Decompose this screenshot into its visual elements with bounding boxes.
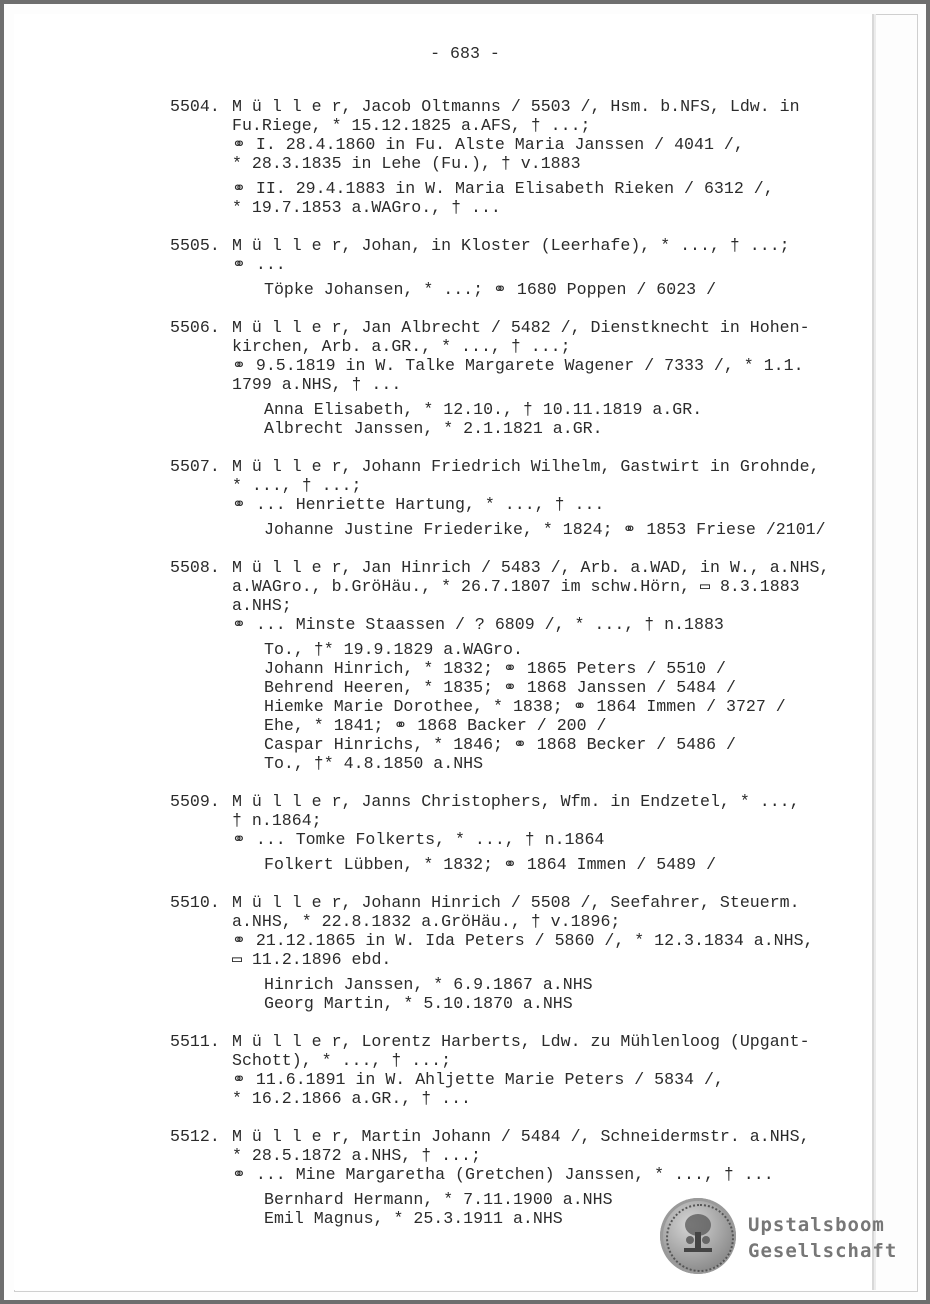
entry-line: M ü l l e r, Johann Hinrich / 5508 /, Seefahrer, Steuerm. — [232, 893, 800, 912]
genealogy-entries — [0, 97, 930, 1247]
entry-number: 5507. — [170, 457, 220, 476]
entry-line: * 28.5.1872 a.NHS, † ...; — [232, 1146, 481, 1165]
child-line: Georg Martin, * 5.10.1870 a.NHS — [264, 994, 573, 1013]
entry — [0, 457, 930, 539]
entry-children — [232, 280, 930, 299]
entry — [0, 792, 930, 874]
entry-line: M ü l l e r, Martin Johann / 5484 /, Schneidermstr. a.NHS, — [232, 1127, 810, 1146]
entry-children — [232, 400, 930, 438]
entry-line: M ü l l e r, Lorentz Harberts, Ldw. zu Mühlenloog (Upgant- — [232, 1032, 810, 1051]
child-line: Behrend Heeren, * 1835; ⚭ 1868 Janssen / 5484 / — [264, 678, 736, 697]
entry-line: Fu.Riege, * 15.12.1825 a.AFS, † ...; — [232, 116, 591, 135]
child-line: Anna Elisabeth, * 12.10., † 10.11.1819 a.GR. — [264, 400, 703, 419]
entry-line: M ü l l e r, Johan, in Kloster (Leerhafe), * ..., † ...; — [232, 236, 790, 255]
entry — [0, 236, 930, 299]
entry-line: ⚭ I. 28.4.1860 in Fu. Alste Maria Janssen / 4041 /, — [232, 135, 744, 154]
entry-line: ▭ 11.2.1896 ebd. — [232, 950, 392, 969]
upstalsboom-logo — [660, 1198, 910, 1278]
entry-number: 5510. — [170, 893, 220, 912]
entry-number: 5511. — [170, 1032, 220, 1051]
child-line: To., †* 4.8.1850 a.NHS — [264, 754, 484, 773]
entry-text — [232, 97, 930, 217]
entry-children — [232, 975, 930, 1013]
page-number: - 683 - — [430, 44, 500, 63]
child-line: Johann Hinrich, * 1832; ⚭ 1865 Peters / 5510 / — [264, 659, 727, 678]
entry-line: * 16.2.1866 a.GR., † ... — [232, 1089, 471, 1108]
entry-line: ⚭ ... Minste Staassen / ? 6809 /, * ..., † n.1883 — [232, 615, 724, 634]
entry-line: M ü l l e r, Jan Hinrich / 5483 /, Arb. a.WAD, in W., a.NHS, — [232, 558, 830, 577]
entry-line: ⚭ ... Henriette Hartung, * ..., † ... — [232, 495, 605, 514]
child-line: Ehe, * 1841; ⚭ 1868 Backer / 200 / — [264, 716, 607, 735]
entry-line: 1799 a.NHS, † ... — [232, 375, 402, 394]
entry-line: † n.1864; — [232, 811, 322, 830]
entry-line: a.WAGro., b.GröHäu., * 26.7.1807 im schw.Hörn, ▭ 8.3.1883 — [232, 577, 800, 596]
child-line: Töpke Johansen, * ...; ⚭ 1680 Poppen / 6023 / — [264, 280, 717, 299]
entry-line: ⚭ 11.6.1891 in W. Ahljette Marie Peters / 5834 /, — [232, 1070, 724, 1089]
entry-number: 5508. — [170, 558, 220, 577]
entry-text — [232, 558, 930, 773]
entry — [0, 1032, 930, 1108]
entry-line: M ü l l e r, Jan Albrecht / 5482 /, Dienstknecht in Hohen- — [232, 318, 810, 337]
entry — [0, 97, 930, 217]
child-line: * 19.7.1853 a.WAGro., † ... — [232, 198, 501, 217]
entry-line: ⚭ 21.12.1865 in W. Ida Peters / 5860 /, * 12.3.1834 a.NHS, — [232, 931, 814, 950]
child-line: Folkert Lübben, * 1832; ⚭ 1864 Immen / 5489 / — [264, 855, 717, 874]
entry — [0, 318, 930, 438]
entry-line: * 28.3.1835 in Lehe (Fu.), † v.1883 — [232, 154, 581, 173]
child-line: Johanne Justine Friederike, * 1824; ⚭ 1853 Friese /2101/ — [264, 520, 826, 539]
child-line: To., †* 19.9.1829 a.WAGro. — [264, 640, 523, 659]
seal-icon — [660, 1198, 736, 1274]
child-line: Hiemke Marie Dorothee, * 1838; ⚭ 1864 Immen / 3727 / — [264, 697, 786, 716]
child-line: ⚭ II. 29.4.1883 in W. Maria Elisabeth Rieken / 6312 /, — [232, 179, 774, 198]
entry-line: ⚭ ... Tomke Folkerts, * ..., † n.1864 — [232, 830, 605, 849]
child-line: Bernhard Hermann, * 7.11.1900 a.NHS — [264, 1190, 613, 1209]
entry-line: a.NHS; — [232, 596, 292, 615]
entry-line: ⚭ ... — [232, 255, 286, 274]
entry-children — [232, 640, 930, 773]
child-line: Caspar Hinrichs, * 1846; ⚭ 1868 Becker / 5486 / — [264, 735, 736, 754]
entry-line: a.NHS, * 22.8.1832 a.GröHäu., † v.1896; — [232, 912, 621, 931]
entry-line: kirchen, Arb. a.GR., * ..., † ...; — [232, 337, 571, 356]
logo-line-2: Gesellschaft — [748, 1240, 898, 1262]
logo-line-1: Upstalsboom — [748, 1214, 885, 1236]
entry-text — [232, 318, 930, 438]
entry-line: ⚭ ... Mine Margaretha (Gretchen) Janssen, * ..., † ... — [232, 1165, 774, 1184]
entry-line: M ü l l e r, Janns Christophers, Wfm. in Endzetel, * ..., — [232, 792, 800, 811]
entry-children — [232, 855, 930, 874]
child-line: Hinrich Janssen, * 6.9.1867 a.NHS — [264, 975, 593, 994]
entry-text — [232, 457, 930, 539]
entry-number: 5505. — [170, 236, 220, 255]
entry-text — [232, 792, 930, 874]
entry-number: 5509. — [170, 792, 220, 811]
entry — [0, 558, 930, 773]
entry-line: Schott), * ..., † ...; — [232, 1051, 452, 1070]
entry-number: 5506. — [170, 318, 220, 337]
entry-text — [232, 893, 930, 1013]
entry-line: M ü l l e r, Jacob Oltmanns / 5503 /, Hsm. b.NFS, Ldw. in — [232, 97, 800, 116]
entry-line: * ..., † ...; — [232, 476, 362, 495]
entry — [0, 893, 930, 1013]
entry-text — [232, 236, 930, 299]
entry-number: 5512. — [170, 1127, 220, 1146]
child-line: Albrecht Janssen, * 2.1.1821 a.GR. — [264, 419, 603, 438]
entry-line: M ü l l e r, Johann Friedrich Wilhelm, Gastwirt in Grohnde, — [232, 457, 820, 476]
entry-line: ⚭ 9.5.1819 in W. Talke Margarete Wagener / 7333 /, * 1.1. — [232, 356, 804, 375]
entry-text — [232, 1032, 930, 1108]
entry-number: 5504. — [170, 97, 220, 116]
entry-children — [232, 179, 930, 217]
entry-children — [232, 520, 930, 539]
child-line: Emil Magnus, * 25.3.1911 a.NHS — [264, 1209, 563, 1228]
